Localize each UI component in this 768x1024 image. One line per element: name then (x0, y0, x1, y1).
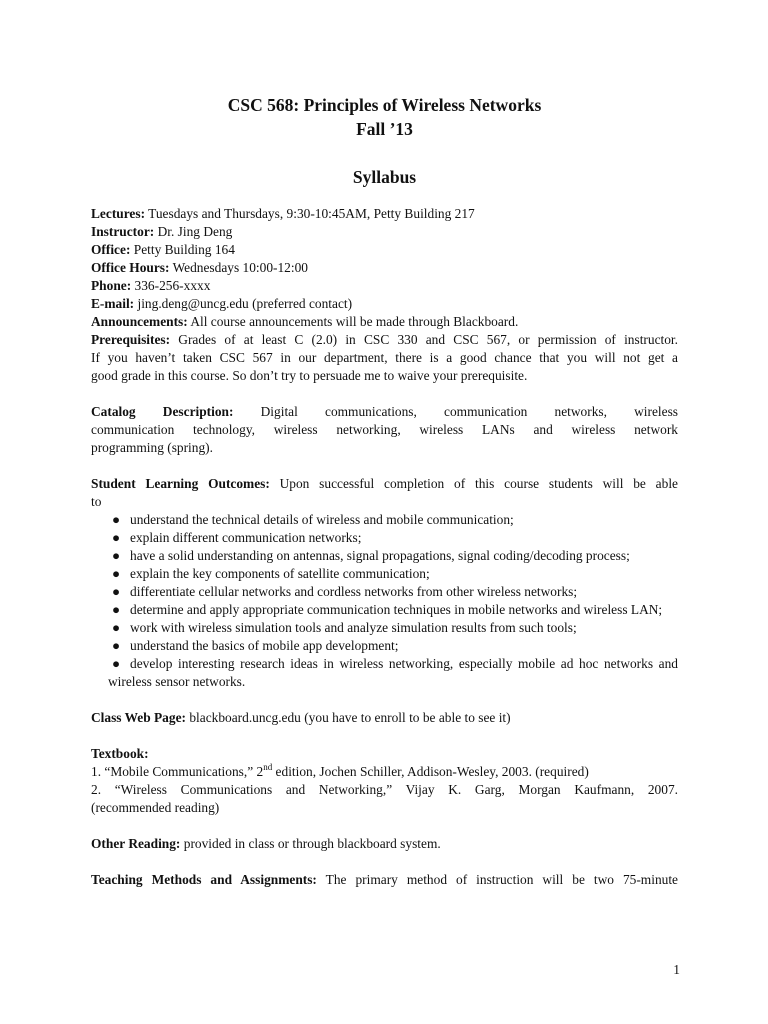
bullet-icon: ● (112, 584, 121, 599)
web-page-label: Class Web Page: (91, 710, 186, 725)
textbook-heading (91, 745, 678, 763)
syllabus-page (91, 93, 678, 889)
bullet-icon: ● (112, 620, 121, 635)
list-item-text: understand the basics of mobile app development; (130, 638, 399, 653)
office-hours-line (91, 259, 678, 277)
email-label: E-mail: (91, 296, 135, 311)
list-item-text: have a solid understanding on antennas, signal propagations, signal coding/decoding process; (130, 548, 630, 563)
list-item-text: work with wireless simulation tools and analyze simulation results from such tools; (130, 620, 577, 635)
course-title: CSC 568: Principles of Wireless Networks (227, 95, 542, 115)
prerequisites-value: Grades of at least C (2.0) in CSC 330 and CSC 567, or permission of instructor. (170, 332, 678, 347)
office-hours-label: Office Hours: (91, 260, 170, 275)
other-reading-value: provided in class or through blackboard system. (180, 836, 441, 851)
other-reading (91, 835, 678, 853)
lectures-line (91, 205, 678, 223)
list-item-text: understand the technical details of wireless and mobile communication; (130, 512, 514, 527)
document-title: Syllabus (352, 167, 417, 187)
announcements-value: All course announcements will be made through Blackboard. (187, 314, 519, 329)
course-info (91, 205, 678, 385)
phone-value: 336-256-xxxx (131, 278, 211, 293)
announcements-line (91, 313, 678, 331)
email-line (91, 295, 678, 313)
catalog-label: Catalog Description: (91, 404, 234, 419)
textbook-label: Textbook: (91, 746, 149, 761)
list-item (108, 583, 678, 601)
office-hours-value: Wednesdays 10:00-12:00 (169, 260, 308, 275)
list-item-text: differentiate cellular networks and cordless networks from other wireless networks; (130, 584, 578, 599)
announcements-label: Announcements: (91, 314, 188, 329)
instructor-label: Instructor: (91, 224, 155, 239)
outcomes-label: Student Learning Outcomes: (91, 476, 270, 491)
bullet-icon: ● (112, 638, 121, 653)
instructor-value: Dr. Jing Deng (154, 224, 233, 239)
other-reading-label: Other Reading: (91, 836, 181, 851)
catalog-line-1 (91, 403, 678, 421)
bullet-icon: ● (112, 548, 121, 563)
outcomes-intro-cont: to (91, 494, 102, 509)
bullet-icon: ● (112, 566, 121, 581)
teaching-value: The primary method of instruction will be two 75-minute (316, 872, 678, 887)
prerequisites-line-2: If you haven’t taken CSC 567 in our department, there is a good chance that you will not get a (91, 350, 678, 365)
list-item (108, 565, 678, 583)
textbook-item-2: 2. “Wireless Communications and Networking,” Vijay K. Garg, Morgan Kaufmann, 2007. (91, 782, 678, 797)
prerequisites-line-3: good grade in this course. So don’t try to persuade me to waive your prerequisite. (91, 368, 528, 383)
list-item-text: explain the key components of satellite communication; (130, 566, 430, 581)
lectures-label: Lectures: (91, 206, 146, 221)
outcomes-intro (91, 475, 678, 493)
term: Fall ’13 (356, 119, 413, 139)
phone-label: Phone: (91, 278, 132, 293)
textbook-section (91, 745, 678, 817)
textbook-item-1-rest: edition, Jochen Schiller, Addison-Wesley, 2003. (required) (272, 764, 589, 779)
catalog-text-1: Digital communications, communication networks, wireless (233, 404, 678, 419)
teaching-methods (91, 871, 678, 889)
class-web-page (91, 709, 678, 727)
list-item-text: develop interesting research ideas in wireless networking, especially mobile ad hoc networks and wireless sensor networks. (108, 656, 678, 689)
textbook-item-1 (91, 763, 678, 781)
list-item-text: explain different communication networks; (130, 530, 362, 545)
list-item (108, 529, 678, 547)
outcomes-list (91, 511, 678, 691)
office-label: Office: (91, 242, 131, 257)
textbook-item-1-sup: nd (263, 762, 273, 772)
instructor-line (91, 223, 678, 241)
lectures-value: Tuesdays and Thursdays, 9:30-10:45AM, Petty Building 217 (145, 206, 475, 221)
list-item (108, 619, 678, 637)
page-number: 1 (673, 962, 680, 977)
catalog-line-2: communication technology, wireless networking, wireless LANs and wireless network (91, 422, 678, 437)
prerequisites-label: Prerequisites: (91, 332, 171, 347)
teaching-label: Teaching Methods and Assignments: (91, 872, 317, 887)
prerequisites-line (91, 331, 678, 349)
bullet-icon: ● (112, 530, 121, 545)
list-item-text: determine and apply appropriate communication techniques in mobile networks and wireless LAN; (130, 602, 663, 617)
catalog-line-3: programming (spring). (91, 440, 213, 455)
office-line (91, 241, 678, 259)
list-item (108, 601, 678, 619)
phone-line (91, 277, 678, 295)
bullet-icon: ● (112, 656, 121, 671)
bullet-icon: ● (112, 512, 121, 527)
learning-outcomes (91, 475, 678, 691)
textbook-item-2-cont: (recommended reading) (91, 800, 220, 815)
email-value: jing.deng@uncg.edu (preferred contact) (134, 296, 353, 311)
web-page-value: blackboard.uncg.edu (you have to enroll to be able to see it) (185, 710, 511, 725)
title-block (91, 93, 678, 189)
office-value: Petty Building 164 (130, 242, 235, 257)
bullet-icon: ● (112, 602, 121, 617)
catalog-description (91, 403, 678, 457)
list-item (108, 637, 678, 655)
list-item (108, 511, 678, 529)
list-item (108, 655, 678, 691)
list-item (108, 547, 678, 565)
outcomes-intro-text: Upon successful completion of this course students will be able (269, 476, 678, 491)
textbook-item-1-text: 1. “Mobile Communications,” 2 (91, 764, 264, 779)
